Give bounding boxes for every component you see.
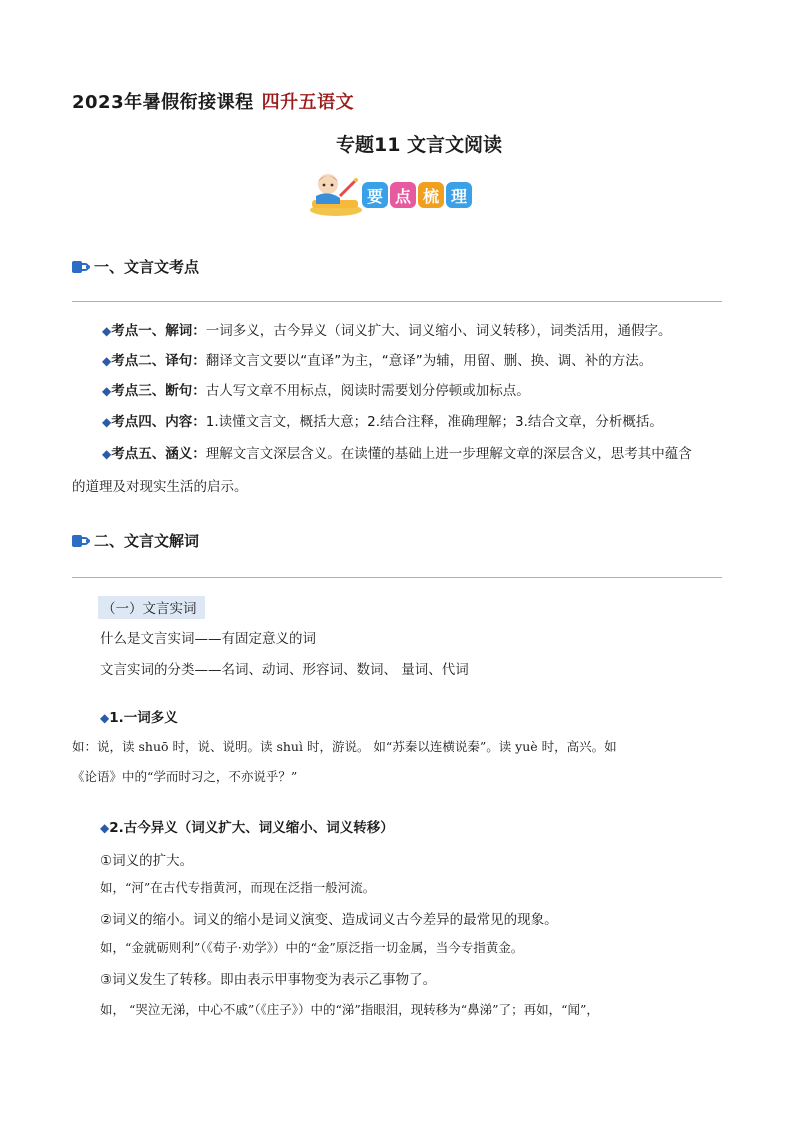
diamond-bullet-icon: ◆ [100, 711, 110, 725]
badge-char-1: 要 [362, 182, 388, 208]
course-line [72, 88, 354, 114]
ancient-modern-c: ③词义发生了转移。即由表示甲事物变为表示乙事物了。 [100, 972, 437, 988]
example-1-line-2: 《论语》中的“学而时习之，不亦说乎？” [72, 769, 298, 784]
course-prefix: 2023年暑假衔接课程 [72, 92, 254, 113]
point-text: 翻译文言文要以“直译”为主，“意译”为辅，用留、删、换、调、补的方法。 [205, 353, 653, 369]
point-label: 考点三、断句： [111, 383, 206, 399]
section-link-icon [72, 260, 92, 274]
point-text: 理解文言文深层含义。在读懂的基础上进一步理解文章的深层含义，思考其中蕴含 [205, 446, 692, 462]
page-title: 专题11 文言文阅读 [335, 134, 503, 156]
badge-char-3: 梳 [418, 182, 444, 208]
point-label: 考点四、内容： [111, 414, 206, 430]
shici-definition: 什么是文言实词——有固定意义的词 [100, 631, 316, 647]
point-5 [72, 439, 722, 469]
point-label: 考点五、涵义： [111, 446, 206, 462]
diamond-bullet-icon: ◆ [102, 354, 112, 368]
subheading-2 [100, 816, 394, 836]
badge-char-2: 点 [390, 182, 416, 208]
ancient-modern-a: ①词义的扩大。 [100, 853, 194, 869]
ancient-modern-b: ②词义的缩小。词义的缩小是词义演变、造成词义古今差异的最常见的现象。 [100, 912, 558, 928]
point-label: 考点二、译句： [111, 353, 206, 369]
subheading-2-text: 2.古今异义（词义扩大、词义缩小、词义转移） [109, 820, 394, 836]
point-5-continued: 的道理及对现实生活的启示。 [72, 479, 248, 495]
shici-label: （一）文言实词 [98, 596, 205, 619]
section-divider-2 [72, 577, 722, 578]
section-title-2: 二、文言文解词 [94, 532, 200, 550]
point-2 [72, 346, 722, 376]
section-divider-1 [72, 301, 722, 302]
key-points-badge [306, 170, 488, 218]
course-subject: 四升五语文 [261, 92, 355, 113]
diamond-bullet-icon: ◆ [102, 324, 112, 338]
point-text: 古人写文章不用标点，阅读时需要划分停顿或加标点。 [205, 383, 530, 399]
point-label: 考点一、解词： [111, 323, 206, 339]
diamond-bullet-icon: ◆ [102, 384, 112, 398]
point-text: 1.读懂文言文，概括大意；2.结合注释，准确理解；3.结合文章，分析概括。 [205, 414, 663, 430]
diamond-bullet-icon: ◆ [102, 447, 112, 461]
shici-types: 文言实词的分类——名词、动词、形容词、数词、 量词、代词 [100, 662, 469, 678]
ancient-modern-b-example: 如，“金就砺则利”（《荀子·劝学》）中的“金”原泛指一切金属，当今专指黄金。 [100, 940, 524, 955]
ancient-modern-a-example: 如，“河”在古代专指黄河，而现在泛指一般河流。 [100, 880, 376, 895]
point-3 [72, 376, 722, 406]
badge-char-4: 理 [446, 182, 472, 208]
subheading-1 [100, 706, 178, 726]
section-heading-1 [72, 256, 199, 277]
diamond-bullet-icon: ◆ [102, 415, 112, 429]
student-mascot-icon [306, 170, 364, 218]
point-text: 一词多义，古今异义（词义扩大、词义缩小、词义转移），词类活用，通假字。 [205, 323, 672, 339]
section-title-1: 一、文言文考点 [94, 258, 200, 276]
subheading-1-text: 1.一词多义 [109, 710, 178, 726]
diamond-bullet-icon: ◆ [100, 821, 110, 835]
point-1 [72, 316, 722, 346]
ancient-modern-c-example: 如， “哭泣无涕，中心不戚”（《庄子》）中的“涕”指眼泪，现转移为“鼻涕”了；再如，“闻”， [100, 1002, 599, 1017]
point-4 [72, 407, 722, 437]
section-link-icon [72, 534, 92, 548]
section-heading-2 [72, 530, 199, 551]
example-1-line-1: 如：说，读 shuō 时，说、说明。读 shuì 时，游说。 如“苏秦以连横说秦”。读 yuè 时，高兴。如 [72, 739, 617, 754]
